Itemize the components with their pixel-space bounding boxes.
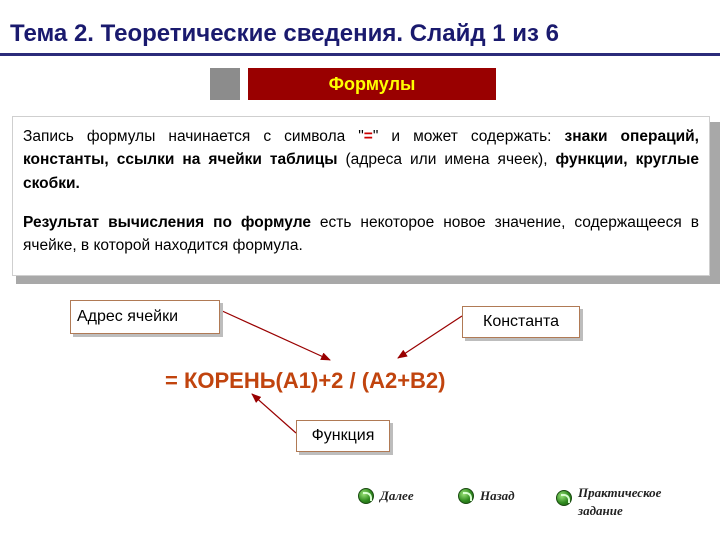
info-p1-bold: функции, круглые скобки. [23, 151, 699, 192]
arrow-address [220, 310, 330, 360]
equals-symbol: = [363, 128, 373, 145]
practical-task-button[interactable] [556, 484, 708, 519]
info-p2-bold: Результат вычисления по формуле [23, 213, 311, 231]
formula-example: = КОРЕНЬ(A1)+2 / (A2+B2) [165, 368, 446, 393]
next-button-label: Далее [380, 488, 414, 503]
callout-function: Функция [296, 420, 390, 452]
section-banner: Формулы [248, 68, 496, 100]
green-arrow-circle-icon [556, 490, 572, 506]
callout-cell-address: Адрес ячейки [70, 300, 220, 334]
green-arrow-circle-icon [358, 488, 374, 504]
arrow-constant [398, 316, 462, 358]
info-p1-bold: знаки операций, константы, ссылки на ячейки таблицы [23, 128, 699, 169]
next-button[interactable] [358, 488, 414, 504]
green-arrow-circle-icon [458, 488, 474, 504]
info-p2-text: есть некоторое новое значение, содержащееся в ячейке, в которой находится формула. [23, 213, 700, 254]
info-p1-text: (адреса или имена ячеек), [337, 151, 556, 169]
arrow-function [252, 394, 296, 433]
slide-title: Тема 2. Теоретические сведения. Слайд 1 из 6 [10, 20, 559, 47]
info-p1-text: Запись формулы начинается с символа " [23, 128, 364, 145]
callout-constant: Константа [462, 306, 580, 338]
practical-task-label: Практическое задание [578, 485, 662, 518]
back-button[interactable] [458, 488, 515, 504]
info-p1-text: " и может содержать: [372, 128, 565, 145]
back-button-label: Назад [480, 488, 515, 503]
